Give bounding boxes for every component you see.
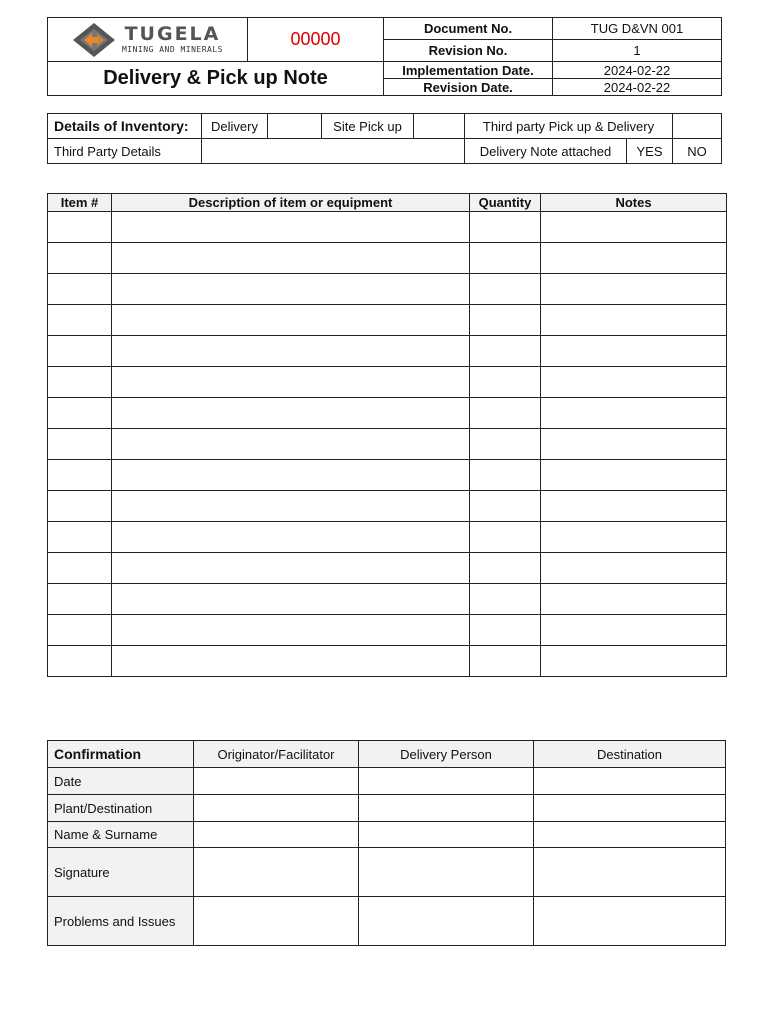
quantity-cell[interactable] [470, 491, 541, 522]
table-row [48, 615, 727, 646]
items-table [47, 193, 727, 677]
quantity-cell[interactable] [470, 553, 541, 584]
description-cell[interactable] [112, 615, 470, 646]
plant-originator-field[interactable] [194, 795, 359, 822]
delivery-checkbox-cell[interactable] [268, 114, 322, 139]
serial-number: 00000 [248, 18, 384, 62]
site-pickup-checkbox-cell[interactable] [414, 114, 465, 139]
third-party-details-field[interactable] [202, 139, 465, 164]
date-delivery-person-field[interactable] [359, 768, 534, 795]
plant-destination-field[interactable] [534, 795, 726, 822]
details-of-inventory-label: Details of Inventory: [48, 114, 202, 139]
quantity-cell[interactable] [470, 367, 541, 398]
plant-delivery-person-field[interactable] [359, 795, 534, 822]
description-cell[interactable] [112, 522, 470, 553]
description-cell[interactable] [112, 243, 470, 274]
tugela-logo-icon [72, 22, 116, 58]
item-number-cell[interactable] [48, 460, 112, 491]
table-row [48, 646, 727, 677]
doc-no-value: TUG D&VN 001 [553, 18, 722, 40]
item-number-cell[interactable] [48, 646, 112, 677]
description-cell[interactable] [112, 584, 470, 615]
rev-no-label: Revision No. [384, 40, 553, 62]
table-row [48, 336, 727, 367]
logo-subtitle: MINING AND MINERALS [121, 45, 223, 54]
item-number-cell[interactable] [48, 274, 112, 305]
notes-cell[interactable] [541, 212, 727, 243]
row-label-signature: Signature [48, 848, 194, 897]
items-body [48, 212, 727, 677]
problems-delivery-person-field[interactable] [359, 897, 534, 946]
row-label-plant-destination: Plant/Destination [48, 795, 194, 822]
item-number-header: Item # [48, 194, 112, 212]
description-cell[interactable] [112, 274, 470, 305]
description-cell[interactable] [112, 460, 470, 491]
notes-cell[interactable] [541, 274, 727, 305]
notes-cell[interactable] [541, 243, 727, 274]
notes-cell[interactable] [541, 336, 727, 367]
confirmation-header: Confirmation [48, 741, 194, 768]
confirmation-table [47, 740, 726, 946]
notes-cell[interactable] [541, 367, 727, 398]
notes-cell[interactable] [541, 584, 727, 615]
description-header: Description of item or equipment [112, 194, 470, 212]
item-number-cell[interactable] [48, 212, 112, 243]
table-row [48, 305, 727, 336]
problems-originator-field[interactable] [194, 897, 359, 946]
quantity-cell[interactable] [470, 336, 541, 367]
table-row [48, 584, 727, 615]
problems-destination-field[interactable] [534, 897, 726, 946]
inventory-table [47, 113, 722, 164]
third-party-pickup-checkbox-cell[interactable] [673, 114, 722, 139]
signature-delivery-person-field[interactable] [359, 848, 534, 897]
site-pickup-label: Site Pick up [322, 114, 414, 139]
header-table [47, 17, 722, 96]
item-number-cell[interactable] [48, 522, 112, 553]
third-party-pickup-label: Third party Pick up & Delivery [465, 114, 673, 139]
signature-destination-field[interactable] [534, 848, 726, 897]
item-number-cell[interactable] [48, 243, 112, 274]
quantity-cell[interactable] [470, 398, 541, 429]
name-originator-field[interactable] [194, 822, 359, 848]
quantity-cell[interactable] [470, 212, 541, 243]
logo-name: TUGELA [124, 23, 221, 45]
row-label-problems-issues: Problems and Issues [48, 897, 194, 946]
quantity-cell[interactable] [470, 646, 541, 677]
quantity-cell[interactable] [470, 584, 541, 615]
notes-cell[interactable] [541, 522, 727, 553]
table-row [48, 429, 727, 460]
notes-cell[interactable] [541, 646, 727, 677]
item-number-cell[interactable] [48, 398, 112, 429]
table-row [48, 212, 727, 243]
description-cell[interactable] [112, 429, 470, 460]
page-title: Delivery & Pick up Note [48, 62, 384, 96]
notes-header: Notes [541, 194, 727, 212]
notes-cell[interactable] [541, 615, 727, 646]
row-label-name-surname: Name & Surname [48, 822, 194, 848]
quantity-cell[interactable] [470, 429, 541, 460]
rev-no-value: 1 [553, 40, 722, 62]
quantity-cell[interactable] [470, 305, 541, 336]
date-destination-field[interactable] [534, 768, 726, 795]
table-row [48, 367, 727, 398]
item-number-cell[interactable] [48, 584, 112, 615]
table-row [48, 274, 727, 305]
delivery-person-header: Delivery Person [359, 741, 534, 768]
doc-no-label: Document No. [384, 18, 553, 40]
signature-originator-field[interactable] [194, 848, 359, 897]
description-cell[interactable] [112, 336, 470, 367]
third-party-details-label: Third Party Details [48, 139, 202, 164]
impl-date-label: Implementation Date. [384, 62, 553, 79]
name-delivery-person-field[interactable] [359, 822, 534, 848]
quantity-cell[interactable] [470, 274, 541, 305]
description-cell[interactable] [112, 367, 470, 398]
item-number-cell[interactable] [48, 336, 112, 367]
rev-date-value: 2024-02-22 [553, 79, 722, 96]
notes-cell[interactable] [541, 398, 727, 429]
description-cell[interactable] [112, 398, 470, 429]
item-number-cell[interactable] [48, 553, 112, 584]
company-logo [48, 22, 247, 58]
destination-header: Destination [534, 741, 726, 768]
description-cell[interactable] [112, 305, 470, 336]
notes-cell[interactable] [541, 429, 727, 460]
table-row [48, 460, 727, 491]
description-cell[interactable] [112, 553, 470, 584]
name-destination-field[interactable] [534, 822, 726, 848]
notes-cell[interactable] [541, 491, 727, 522]
table-row [48, 398, 727, 429]
description-cell[interactable] [112, 646, 470, 677]
quantity-cell[interactable] [470, 522, 541, 553]
notes-cell[interactable] [541, 553, 727, 584]
logo-cell [48, 18, 248, 62]
table-row [48, 491, 727, 522]
quantity-cell[interactable] [470, 460, 541, 491]
row-label-date: Date [48, 768, 194, 795]
originator-header: Originator/Facilitator [194, 741, 359, 768]
quantity-cell[interactable] [470, 615, 541, 646]
date-originator-field[interactable] [194, 768, 359, 795]
impl-date-value: 2024-02-22 [553, 62, 722, 79]
quantity-cell[interactable] [470, 243, 541, 274]
delivery-label: Delivery [202, 114, 268, 139]
notes-cell[interactable] [541, 305, 727, 336]
item-number-cell[interactable] [48, 367, 112, 398]
table-row [48, 243, 727, 274]
table-row [48, 553, 727, 584]
delivery-note-attached-label: Delivery Note attached [465, 139, 627, 164]
notes-cell[interactable] [541, 460, 727, 491]
table-row [48, 522, 727, 553]
rev-date-label: Revision Date. [384, 79, 553, 96]
description-cell[interactable] [112, 491, 470, 522]
description-cell[interactable] [112, 212, 470, 243]
item-number-cell[interactable] [48, 491, 112, 522]
quantity-header: Quantity [470, 194, 541, 212]
item-number-cell[interactable] [48, 615, 112, 646]
item-number-cell[interactable] [48, 429, 112, 460]
no-option[interactable]: NO [673, 139, 722, 164]
yes-option[interactable]: YES [627, 139, 673, 164]
item-number-cell[interactable] [48, 305, 112, 336]
